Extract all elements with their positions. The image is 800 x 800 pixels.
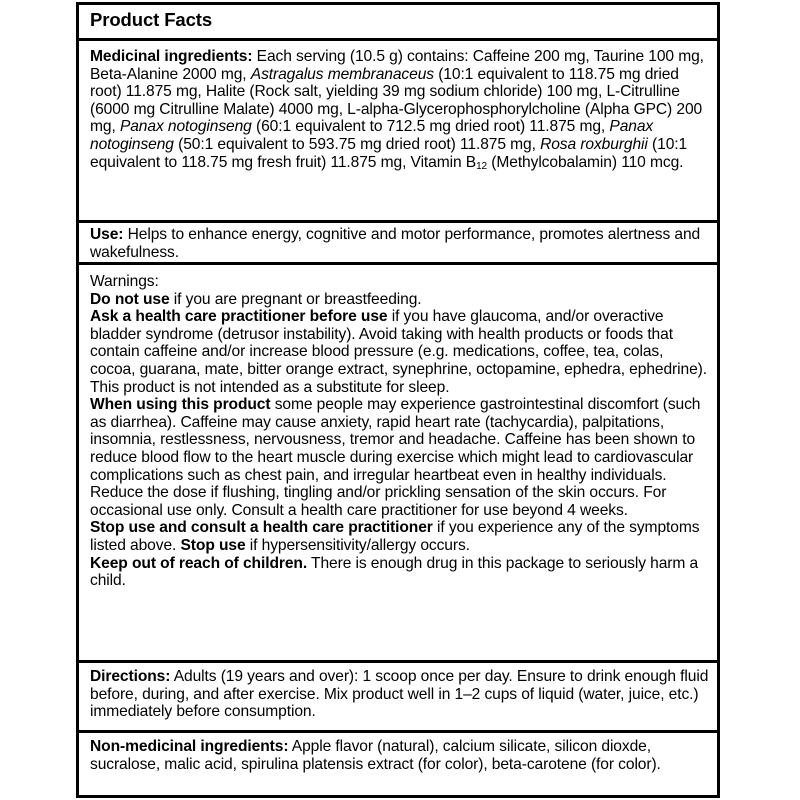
warning-keep-text: There is enough drug in this package to seriously harm a child. <box>90 554 699 590</box>
warning-do-not-use-text: if you are pregnant or breastfeeding. <box>169 290 422 308</box>
vitamin-subscript: 12 <box>476 160 488 172</box>
medicinal-latin-3: Panax notoginseng <box>90 118 654 153</box>
medicinal-text-1: Each serving (10.5 g) contains: Caffeine 200 mg, Taurine 100 mg, Beta-Alanine 2000 mg, <box>90 48 704 83</box>
warning-ask-text: if you have glaucoma, and/or overactive bladder syndrome (detrusor instability). Avoid taking with health products or foods that contain caffeine and/or increase blood pressure (e.g. medications, coffee, tea, colas, cocoa, guarana, mate, bitter orange extract, synephrine, octopamine, ephedra, ephedrine). This product is not intended as a substitute for sleep. <box>90 308 707 396</box>
panel-title: Product Facts <box>90 9 213 30</box>
warning-keep-label: Keep out of reach of children. <box>90 554 308 572</box>
medicinal-latin-2: Panax notoginseng <box>119 118 252 136</box>
directions-label: Directions: <box>90 668 171 685</box>
warning-stop-use <box>90 519 709 554</box>
directions-text: Adults (19 years and over): 1 scoop once per day. Ensure to drink enough fluid before, during, and after exercise. Mix product well in 1–2 cups of liquid (water, juice, etc.) immediately before consumption. <box>90 668 709 721</box>
medicinal-text-3: (60:1 equivalent to 712.5 mg dried root) 11.875 mg, <box>251 118 610 136</box>
non-medicinal-text: Apple flavor (natural), calcium silicate, silicon dioxde, sucralose, malic acid, spirulina platensis extract (for color), beta-carotene (for color). <box>90 738 661 773</box>
warning-when-label: When using this product <box>90 396 271 414</box>
warning-ask-label: Ask a health care practitioner before use <box>90 308 388 326</box>
medicinal-ingredients-label: Medicinal ingredients: <box>90 48 253 65</box>
product-facts-panel <box>76 2 720 798</box>
medicinal-text-2: (10:1 equivalent to 118.75 mg dried root) 11.875 mg, Halite (Rock salt, yielding 39 mg sodium chloride) 100 mg, L-Citrulline (6000 mg Citrulline Malate) 4000 mg, L-alpha-Glycerophosphorylcholine (Alpha GPC) 200 mg, <box>90 65 703 136</box>
medicinal-ingredients-section <box>79 38 717 220</box>
warning-stop2-label: Stop use <box>180 536 246 554</box>
warning-stop-text: if you experience any of the symptoms listed above. <box>90 519 700 554</box>
use-text: Helps to enhance energy, cognitive and motor performance, promotes alertness and wakefulness. <box>90 226 701 261</box>
medicinal-latin-1: Astragalus membranaceus <box>250 65 434 83</box>
warnings-heading: Warnings: <box>90 273 159 290</box>
warnings-section <box>79 262 717 660</box>
non-medicinal-ingredients-section <box>79 730 717 794</box>
medicinal-text-6: (Methylcobalamin) 110 mcg. <box>487 153 684 171</box>
warning-do-not-use-label: Do not use <box>90 290 170 308</box>
warning-stop2-text: if hypersensitivity/allergy occurs. <box>245 536 470 554</box>
warning-when-text: some people may experience gastrointestinal discomfort (such as diarrhea). Caffeine may cause anxiety, rapid heart rate (tachycardia), palpitations, insomnia, restlessness, nervousness, tremor and headache. Caffeine has been shown to reduce blood flow to the heart muscle during exercise which might lead to cardiovascular complications such as chest pain, and irregular heartbeat even in healthy individuals. Reduce the dose if flushing, tingling and/or prickling sensation of the skin occurs. For occasional use only. Consult a health care practitioner for use beyond 4 weeks. <box>90 396 701 519</box>
use-label: Use: <box>90 226 124 243</box>
directions-section <box>79 660 717 730</box>
warning-ask-practitioner <box>90 308 709 396</box>
warning-keep-out <box>90 555 709 590</box>
warning-do-not-use <box>90 291 709 309</box>
non-medicinal-label: Non-medicinal ingredients: <box>90 738 289 755</box>
medicinal-text-4: (50:1 equivalent to 593.75 mg dried root) 11.875 mg, <box>173 135 541 153</box>
warning-when-using <box>90 396 709 519</box>
medicinal-latin-4: Rosa roxburghii <box>540 135 648 153</box>
medicinal-text-5: (10:1 equivalent to 118.75 mg fresh fruit) 11.875 mg, Vitamin B <box>90 135 688 171</box>
warning-stop-label: Stop use and consult a health care practitioner <box>90 519 433 537</box>
use-section <box>79 220 717 262</box>
